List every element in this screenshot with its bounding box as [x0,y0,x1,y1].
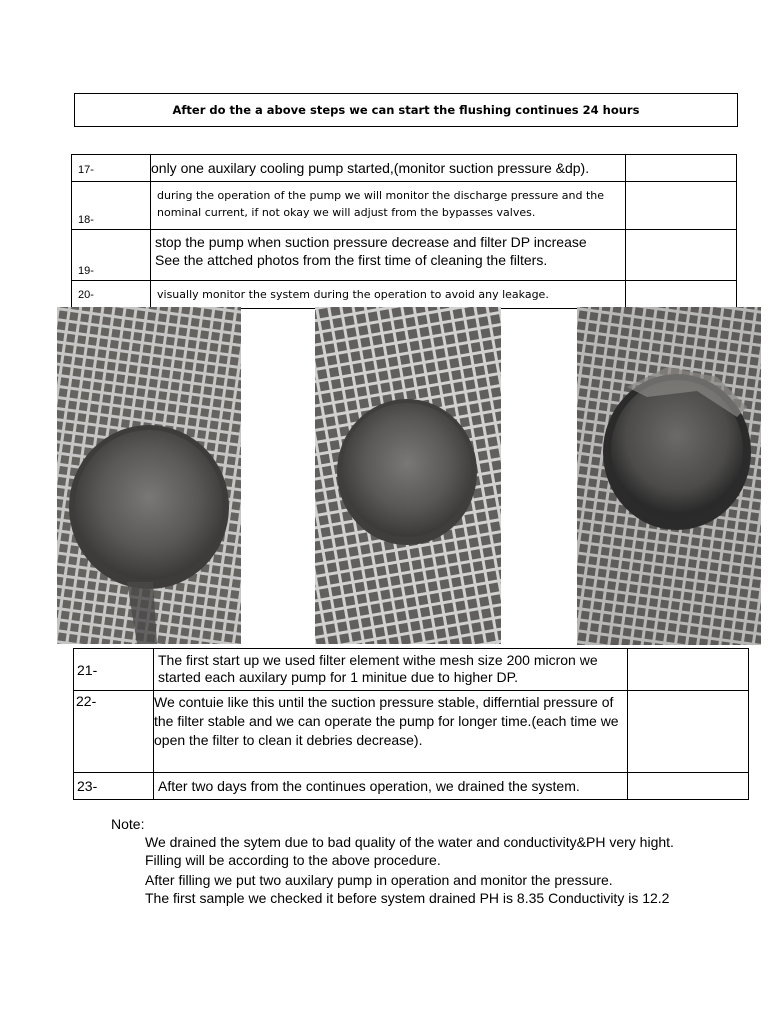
flushing-header [74,93,738,127]
step-empty-cell [626,182,737,230]
step-number: 20- [72,281,151,309]
table-row [72,182,737,230]
step-empty-cell [626,230,737,281]
filter-photo-2 [315,307,501,644]
step-text: The first start up we used filter element withe mesh size 200 micron we started each auxilary pump for 1 minitue due to higher DP. [154,649,628,691]
step-text: visually monitor the system during the operation to avoid any leakage. [151,281,626,309]
filter-photo-1 [57,307,241,644]
step-text: only one auxilary cooling pump started,(monitor suction pressure &dp). [151,155,626,182]
note-title: Note: [111,816,145,832]
step-number: 17- [72,155,151,182]
step-number: 23- [74,773,154,800]
note-line: The first sample we checked it before system drained PH is 8.35 Conductivity is 12.2 [145,890,670,906]
step-number: 18- [72,182,151,230]
table-row [72,230,737,281]
step-text [151,230,626,281]
step-number: 22- [74,691,154,773]
step-text-line: See the attched photos from the first time of cleaning the filters. [155,252,548,268]
steps-table-top [71,154,737,309]
step-text: during the operation of the pump we will monitor the discharge pressure and the nominal current, if not okay we will adjust from the bypasses valves. [151,182,626,230]
step-empty-cell [628,773,749,800]
step-empty-cell [626,281,737,309]
table-row [74,691,749,773]
step-text: We contuie like this until the suction pressure stable, differntial pressure of the filter stable and we can operate the pump for longer time.(each time we open the filter to clean it debries decrease). [154,691,628,773]
note-line: After filling we put two auxilary pump in operation and monitor the pressure. [145,872,613,888]
step-text-line: stop the pump when suction pressure decrease and filter DP increase [155,234,587,250]
table-row [72,155,737,182]
note-line: We drained the sytem due to bad quality of the water and conductivity&PH very hight. [145,834,674,850]
note-line: Filling will be according to the above procedure. [145,852,441,868]
steps-table-bottom [73,648,749,800]
flushing-header-text: After do the a above steps we can start the flushing continues 24 hours [172,103,640,117]
filter-photo-3 [577,307,761,645]
step-empty-cell [626,155,737,182]
step-number: 21- [74,649,154,691]
table-row [74,773,749,800]
table-row [72,281,737,309]
step-text: After two days from the continues operation, we drained the system. [154,773,628,800]
step-number: 19- [72,230,151,281]
table-row [74,649,749,691]
step-empty-cell [628,649,749,691]
step-empty-cell [628,691,749,773]
